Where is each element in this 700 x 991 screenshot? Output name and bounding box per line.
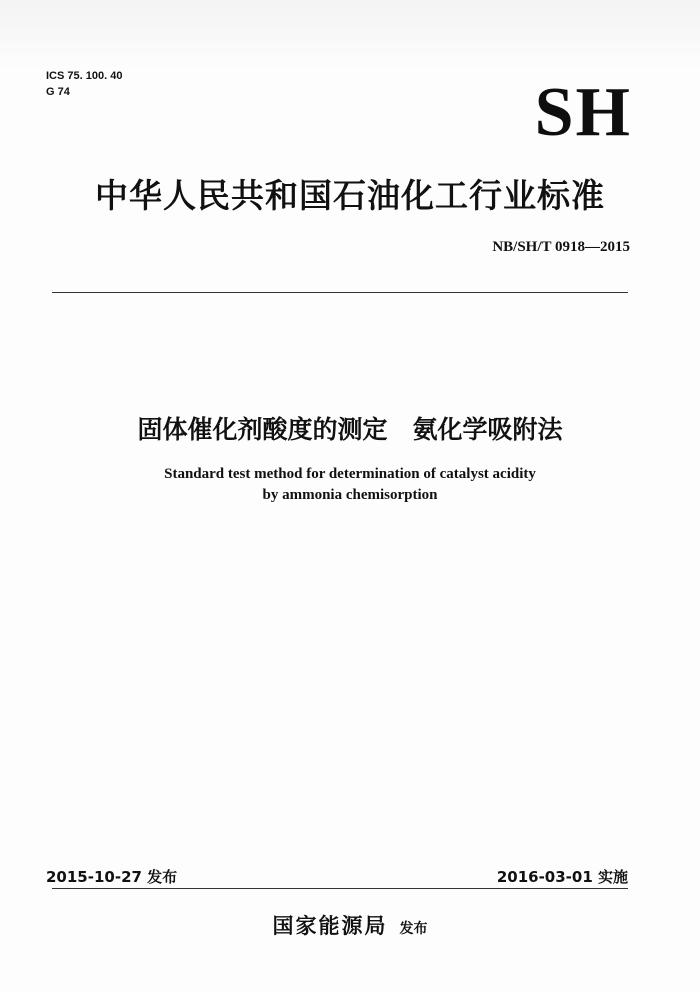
- issue-date: 2015-10-27 发布: [46, 868, 178, 886]
- title-en-line-2: by ammonia chemisorption: [262, 487, 438, 503]
- document-title-cn: 固体催化剂酸度的测定 氨化学吸附法: [137, 415, 563, 444]
- classification-block: [46, 68, 122, 100]
- sh-logo: SH: [534, 74, 632, 151]
- document-title-en: [0, 464, 700, 506]
- scan-shading: [0, 0, 700, 70]
- publisher-line: [0, 910, 700, 940]
- bottom-divider: [52, 888, 628, 889]
- implementation-date: 2016-03-01 实施: [496, 868, 628, 886]
- standard-title: 中华人民共和国石油化工行业标准: [95, 176, 605, 215]
- standard-code: NB/SH/T 0918—2015: [492, 239, 630, 255]
- ccs-number: G 74: [46, 86, 70, 98]
- title-en-line-1: Standard test method for determination of catalyst acidity: [164, 466, 536, 482]
- publisher-name: 国家能源局: [272, 914, 388, 938]
- top-divider: [52, 292, 628, 293]
- publish-verb: 发布: [399, 921, 428, 937]
- ics-number: ICS 75. 100. 40: [46, 70, 123, 82]
